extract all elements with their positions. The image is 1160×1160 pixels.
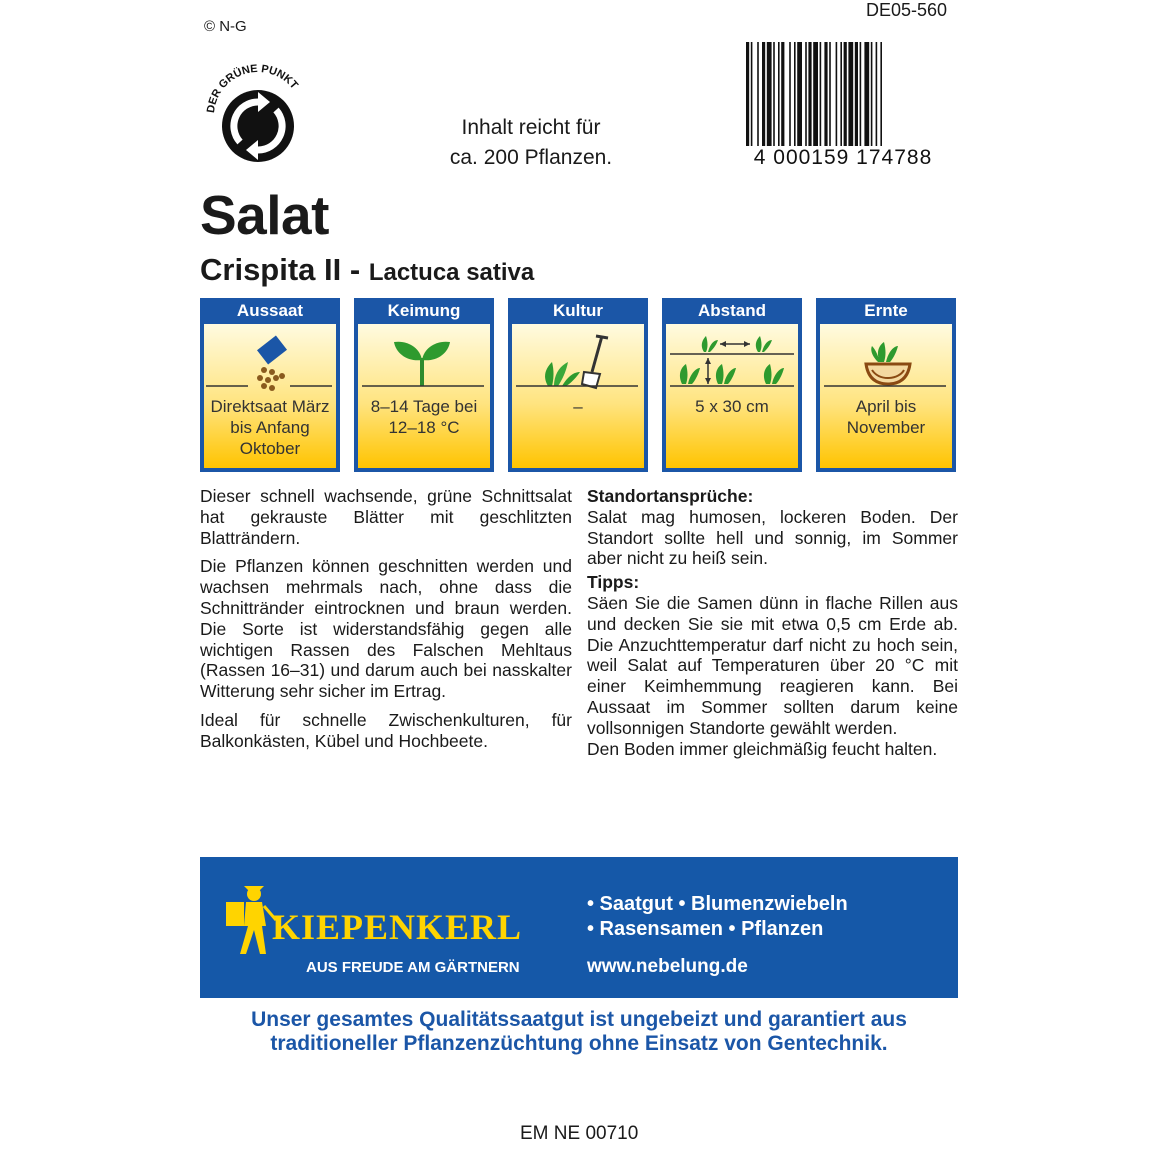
brand-tagline: AUS FREUDE AM GÄRTNERN [306,959,520,976]
box-text [514,396,642,417]
box-heading: Keimung [387,301,461,320]
sowing-icon [204,328,336,392]
tipps-text: Säen Sie die Samen dünn in flache Rillen aus und decken Sie sie mit etwa 0,5 cm Erde ab. Die Anzuchttemperatur darf nicht zu hoch sein, weil Salat auf Temperaturen über 20 °C mit einer Keimhemmung reagieren kann. Bei Aussaat im Sommer sollten darum keine vollsonnigen Standorte gewählt werden. [587,592,958,738]
brand-name: KIEPENKERL [272,907,523,947]
product-code: DE05-560 [866,0,948,20]
kiepenkerl-mascot-icon [222,880,278,958]
standort-heading: Standortansprüche: [587,486,754,506]
description-paragraph: Die Pflanzen können geschnitten werden und wachsen mehrmals nach, ohne dass die Schnittränder eintrocknen und braun werden. Die Sorte ist widerstandsfähig gegen alle wichtigen Rassen des Falschen Mehltaus (Rassen 16–31) und darum auch bei nasskalter Witterung sehr sicher im Ertrag. [200,556,572,702]
seedling-icon [358,328,490,392]
box-text [822,396,950,438]
description-paragraph: Ideal für schnelle Zwischenkulturen, für Balkonkästen, Kübel und Hochbeete. [200,709,572,751]
latin-name: Lactuca sativa [368,259,535,286]
quality-line: Unser gesamtes Qualitätssaatgut ist ungebeizt und garantiert aus [251,1008,907,1031]
harvest-bowl-icon [820,328,952,392]
content-line-2: ca. 200 Pflanzen. [449,146,613,169]
box-text-line: November [846,418,926,437]
info-box-keimung [354,298,494,472]
spacing-icon [666,328,798,392]
description-paragraph: Dieser schnell wachsende, grüne Schnittsalat hat gekrauste Blätter mit geschlitzten Blatträndern. [200,486,572,548]
box-text-line: bis Anfang [230,418,310,437]
gruener-punkt-text: DER GRÜNE PUNKT [205,62,301,114]
gruener-punkt-logo [200,62,316,168]
cultivation-spade-icon [512,328,644,392]
barcode-number: 4 000159 174788 [753,146,933,168]
box-heading: Ernte [864,301,908,320]
info-box-kultur [508,298,648,472]
box-heading: Kultur [552,301,604,320]
box-text-line: April bis [855,397,917,416]
info-box-aussaat [200,298,340,472]
description-column [200,486,572,760]
box-heading: Aussaat [236,301,304,320]
services-line-1: • Saatgut • Blumenzwiebeln [587,893,848,915]
box-text-line: Direktsaat März [210,397,330,416]
box-text-line: 12–18 °C [388,418,460,437]
content-info [400,113,662,173]
quality-line: traditioneller Pflanzenzüchtung ohne Einsatz von Gentechnik. [270,1032,888,1055]
box-text-line: 8–14 Tage bei [370,397,478,416]
content-line-1: Inhalt reicht für [461,116,601,139]
website-link[interactable]: www.nebelung.de [587,956,748,977]
registration-code: EM NE 00710 [520,1123,639,1144]
box-text [668,396,796,417]
quality-statement [200,1008,958,1056]
box-text-line: 5 x 30 cm [695,397,769,416]
services-line-2: • Rasensamen • Pflanzen [587,918,824,940]
box-text-line: – [573,397,583,416]
box-heading: Abstand [698,301,766,320]
copyright-notice: © N-G [204,18,247,35]
variety-name: Crispita II - [200,252,361,287]
box-text-line: Oktober [239,439,301,458]
tipps-text: Den Boden immer gleichmäßig feucht halten. [587,738,938,759]
standort-text: Salat mag humosen, lockeren Boden. Der Standort sollte hell und sonnig, im Sommer aber nicht zu heiß sein. [587,506,958,569]
tipps-heading: Tipps: [587,572,640,593]
info-box-abstand [662,298,802,472]
box-text [360,396,488,438]
instructions-column [587,486,958,759]
box-text [206,396,334,459]
product-subtitle [200,252,534,288]
barcode [730,42,956,168]
product-title: Salat [200,184,329,246]
info-box-ernte [816,298,956,472]
